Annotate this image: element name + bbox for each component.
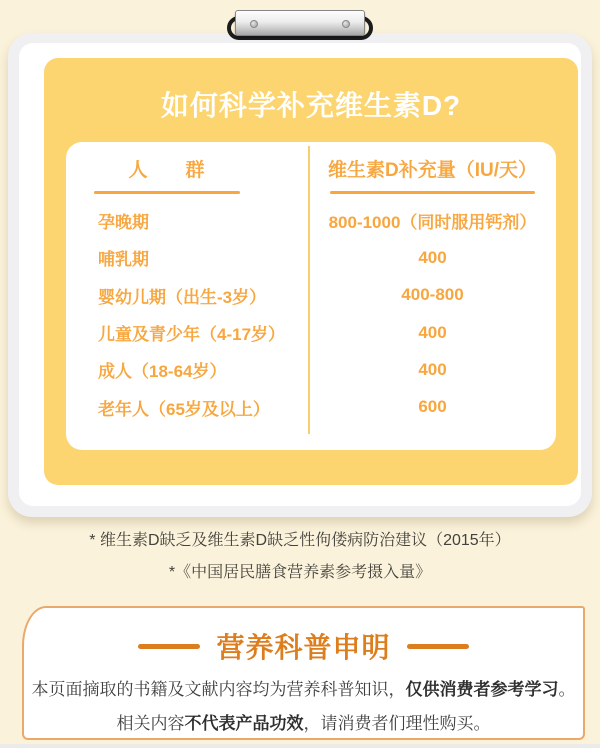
page-title: 如何科学补充维生素D? [160, 90, 462, 121]
population-header-label: 人 群 [128, 160, 205, 181]
normal-text: 。 [558, 680, 576, 699]
population-cell: 儿童及青少年（4-17岁） [98, 325, 286, 345]
table-header-population [66, 155, 309, 194]
table-row [66, 388, 556, 425]
table-header-dosage [309, 155, 556, 194]
population-cell: 哺乳期 [98, 250, 149, 270]
dosage-cell: 800-1000（同时服用钙剂） [328, 213, 537, 233]
population-cell: 老年人（65岁及以上） [98, 399, 270, 419]
clipboard-clip-icon [227, 8, 373, 42]
declaration-title-row [24, 626, 583, 666]
dosage-cell: 400 [418, 322, 447, 342]
paper-sheet [19, 43, 581, 506]
table-row [66, 277, 556, 314]
declaration-text-line [24, 707, 583, 741]
dosage-cell: 400 [418, 359, 447, 379]
title-dash-right [407, 644, 469, 649]
population-cell: 婴幼儿期（出生-3岁） [98, 287, 267, 307]
population-header-underline [94, 191, 240, 194]
yellow-panel [44, 58, 578, 485]
table-row [66, 202, 556, 239]
clip-screw-left-icon [250, 20, 258, 28]
normal-text: 相关内容 [116, 714, 185, 733]
footnote-line: *《中国居民膳食营养素参考摄入量》 [168, 564, 432, 581]
dosage-header-label: 维生素D补充量（IU/天） [327, 160, 537, 181]
dosage-header-underline [330, 191, 535, 194]
footnote-line: * 维生素D缺乏及维生素D缺乏性佝偻病防治建议（2015年） [89, 532, 511, 549]
clip-screw-right-icon [342, 20, 350, 28]
dosage-table [66, 142, 556, 450]
population-cell: 孕晚期 [98, 213, 149, 233]
table-row [66, 239, 556, 276]
clip-bar [235, 10, 365, 36]
title-dash-left [138, 644, 200, 649]
population-cell: 成人（18-64岁） [98, 362, 227, 382]
declaration-body [24, 673, 583, 741]
normal-text: 本页面摘取的书籍及文献内容均为营养科普知识， [31, 680, 406, 699]
normal-text: ，请消费者们理性购买。 [303, 714, 491, 733]
footnotes [0, 525, 600, 589]
table-header-row [66, 142, 556, 194]
table-body [66, 202, 556, 426]
declaration-title: 营养科普申明 [216, 632, 391, 663]
declaration-text-line [24, 673, 583, 707]
bottom-section-edge [0, 744, 600, 748]
bold-text: 仅供消费者参考学习 [405, 680, 559, 699]
table-row [66, 314, 556, 351]
clipboard-board [8, 33, 592, 517]
dosage-cell: 400-800 [401, 285, 464, 305]
table-row [66, 351, 556, 388]
bold-text: 不代表产品功效 [184, 714, 304, 733]
dosage-cell: 400 [418, 247, 447, 267]
dosage-cell: 600 [418, 397, 447, 417]
declaration-box [22, 606, 585, 740]
